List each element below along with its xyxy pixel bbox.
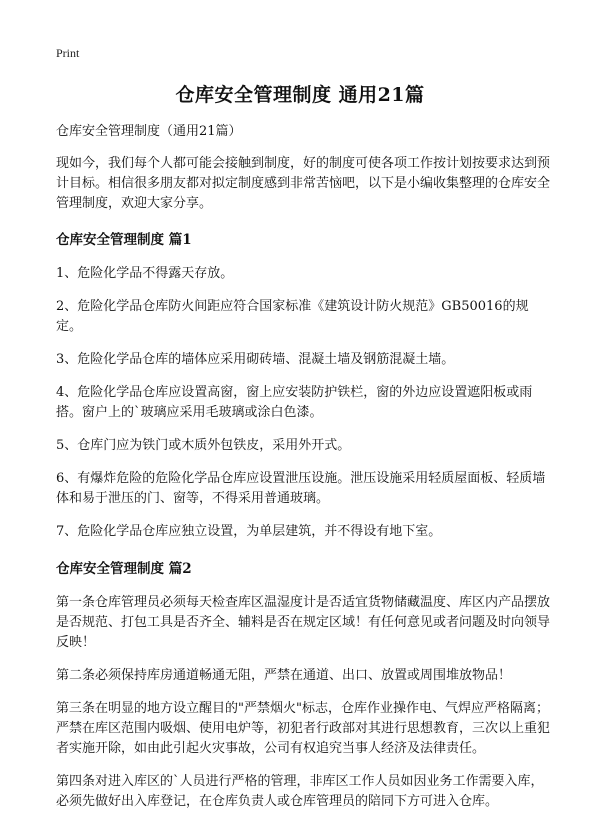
list-item: 1、危险化学品不得露天存放。 <box>56 266 234 281</box>
list-item: 2、危险化学品仓库防火间距应符合国家标准《建筑设计防火规范》GB50016的规定。 <box>56 299 529 334</box>
print-label[interactable]: Print <box>56 46 80 60</box>
list-item: 3、危险化学品仓库的墙体应采用砌砖墙、混凝土墙及钢筋混凝土墙。 <box>56 352 455 367</box>
list-item: 第四条对进入库区的`人员进行严格的管理，非库区工作人员如因业务工作需要入库，必须先做好出入库登记，在仓库负责人或仓库管理员的陪同下方可进入仓库。 <box>56 774 544 809</box>
document-body <box>56 122 552 825</box>
section-heading: 仓库安全管理制度 篇1 <box>56 232 192 248</box>
list-item: 第一条仓库管理员必须每天检查库区温湿度计是否适宜货物储藏温度、库区内产品摆放是否规范、打包工具是否齐全、辅料是否在规定区域！有任何意见或者问题及时向领导反映！ <box>56 595 551 650</box>
list-item: 7、危险化学品仓库应独立设置，为单层建筑，并不得设有地下室。 <box>56 524 442 539</box>
intro-paragraph: 现如今，我们每个人都可能会接触到制度，好的制度可使各项工作按计划按要求达到预计目标。相信很多朋友都对拟定制度感到非常苦恼吧，以下是小编收集整理的仓库安全管理制度，欢迎大家分享。 <box>56 156 551 211</box>
list-item: 4、危险化学品仓库应设置高窗，窗上应安装防护铁栏，窗的外边应设置遮阳板或雨搭。窗户上的`玻璃应采用毛玻璃或涂白色漆。 <box>56 385 533 420</box>
list-item: 6、有爆炸危险的危险化学品仓库应设置泄压设施。泄压设施采用轻质屋面板、轻质墙体和易于泄压的门、窗等，不得采用普通玻璃。 <box>56 471 546 506</box>
section-heading: 仓库安全管理制度 篇2 <box>56 561 192 577</box>
list-item: 第三条在明显的地方设立醒目的"严禁烟火"标志，仓库作业操作电、气焊应严格隔离；严禁在库区范围内吸烟、使用电炉等，初犯者行政部对其进行思想教育，三次以上重犯者实施开除，如由此引起火灾事故，公司有权追究当事人经济及法律责任。 <box>56 701 551 756</box>
list-item: 5、仓库门应为铁门或木质外包铁皮，采用外开式。 <box>56 438 351 453</box>
document-title: 仓库安全管理制度 通用21篇 <box>175 84 425 106</box>
list-item: 第二条必须保持库房通道畅通无阻，严禁在通道、出口、放置或周围堆放物品！ <box>56 668 512 683</box>
document-subtitle: 仓库安全管理制度（通用21篇） <box>56 124 242 139</box>
